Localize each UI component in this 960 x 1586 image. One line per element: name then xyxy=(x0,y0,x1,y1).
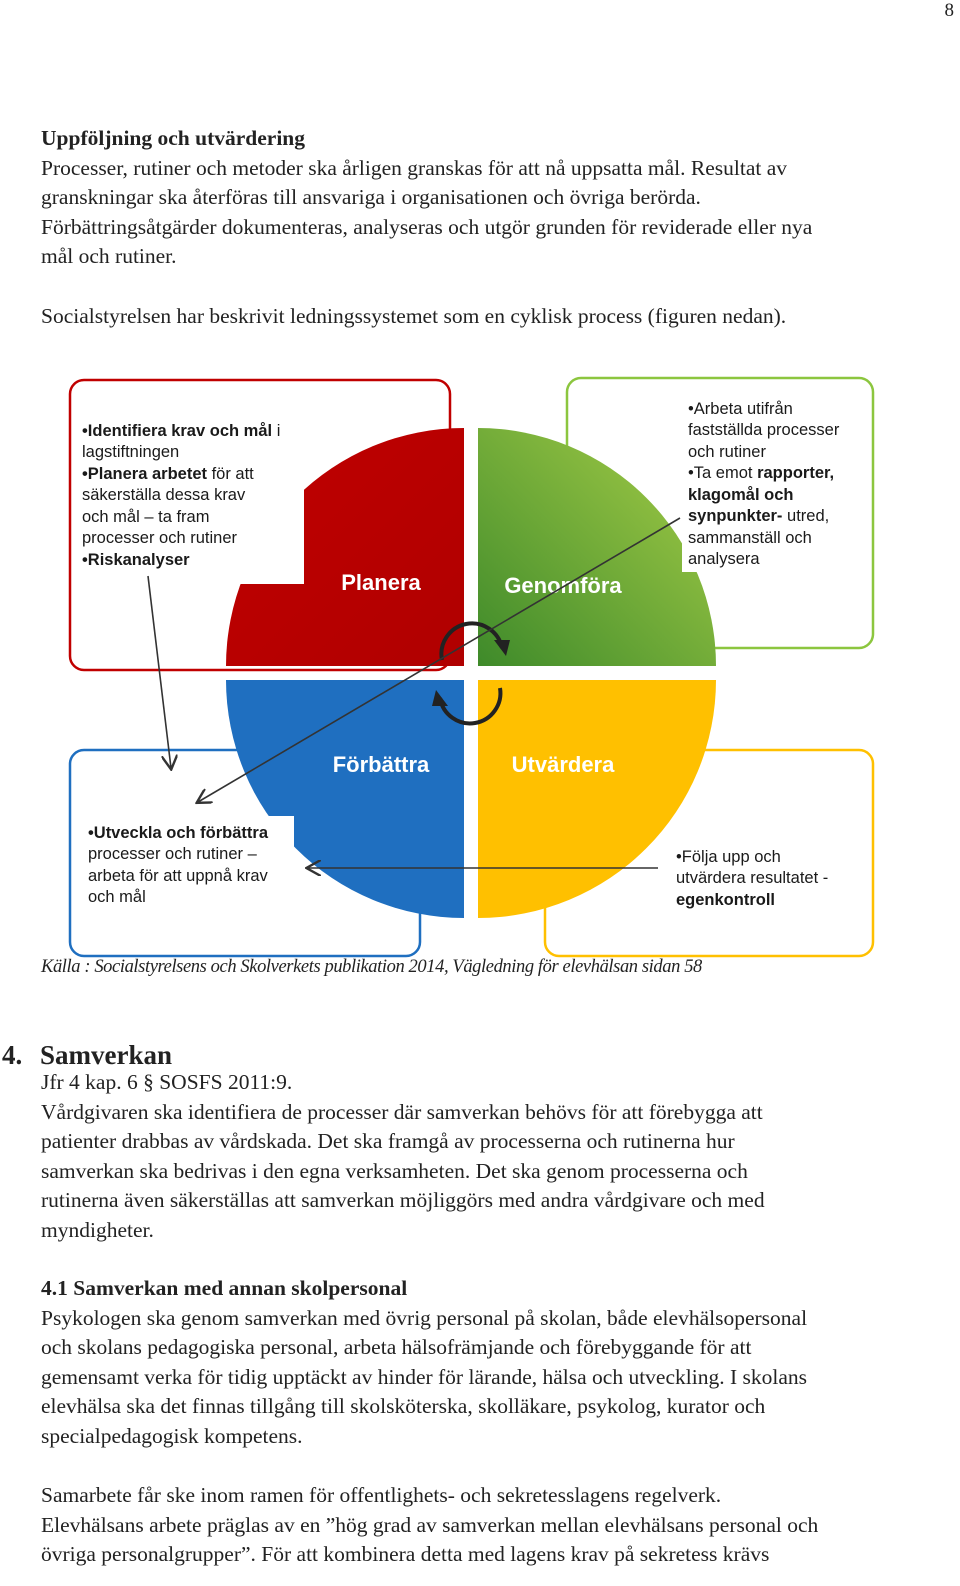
samverkan-line: myndigheter. xyxy=(41,1217,154,1242)
section-title: Samverkan xyxy=(40,1040,173,1070)
section-41-closing: Elevhälsans arbete präglas av en ”hög grad av samverkan mellan elevhälsans personal och xyxy=(41,1512,819,1537)
samverkan-line: samverkan ska bedrivas i den egna verksamheten. Det ska genom processerna och xyxy=(41,1158,748,1183)
box-planera-line: och mål – ta fram xyxy=(82,508,210,526)
samverkan-line: Jfr 4 kap. 6 § SOSFS 2011:9. xyxy=(41,1070,293,1094)
connector-arrow-planera xyxy=(148,576,171,768)
box-genomfora-line: analysera xyxy=(688,550,760,568)
label-utvardera: Utvärdera xyxy=(511,752,615,777)
followup-heading: Uppföljning och utvärdering xyxy=(41,126,306,150)
section-41-line: specialpedagogisk kompetens. xyxy=(41,1423,303,1448)
box-planera-line: processer och rutiner xyxy=(82,529,237,547)
box-planera-line: lagstiftningen xyxy=(82,443,180,461)
quadrant-genomfora xyxy=(478,428,716,666)
box-genomfora-line: •Arbeta utifrån xyxy=(688,400,793,418)
section-41 xyxy=(41,1274,951,1570)
box-genomfora-line: synpunkter- utred, xyxy=(688,507,830,525)
section-41-line: Psykologen ska genom samverkan med övrig personal på skolan, både elevhälsopersonal xyxy=(41,1305,808,1330)
followup-section xyxy=(41,124,951,331)
box-forbattra-line: arbeta för att uppnå krav xyxy=(88,867,268,885)
box-forbattra-line: processer och rutiner – xyxy=(88,845,257,863)
section-41-closing: Samarbete får ske inom ramen för offentlighets- och sekretesslagens regelverk. xyxy=(41,1483,722,1508)
page-number: 8 xyxy=(944,0,954,21)
label-planera: Planera xyxy=(341,570,421,595)
box-genomfora-line: sammanställ och xyxy=(688,529,812,547)
box-planera-line: •Planera arbetet för att xyxy=(82,465,254,483)
section-41-line: och skolans pedagogiska personal, arbeta hälsofrämjande och förebyggande för att xyxy=(41,1335,752,1360)
samverkan-line: Vårdgivaren ska identifiera de processer där samverkan behövs för att förebygga att xyxy=(41,1099,763,1124)
box-utvardera-line: •Följa upp och xyxy=(676,848,781,866)
followup-line: mål och rutiner. xyxy=(41,244,177,269)
box-genomfora-line: fastställda processer xyxy=(688,421,840,439)
section-41-line: elevhälsa ska det finnas tillgång till skolsköterska, skolläkare, psykolog, kurator och xyxy=(41,1394,766,1419)
box-utvardera-line: utvärdera resultatet - xyxy=(676,869,829,887)
box-planera-line: säkerställa dessa krav xyxy=(82,486,246,504)
followup-intro: Socialstyrelsen har beskrivit ledningssystemet som en cyklisk process (figuren nedan). xyxy=(41,303,787,328)
box-planera-line: •Identifiera krav och mål i xyxy=(82,422,281,440)
followup-line: Processer, rutiner och metoder ska årligen granskas för att nå uppsatta mål. Resultat av xyxy=(41,155,788,180)
followup-line: Förbättringsåtgärder dokumenteras, analyseras och utgör grunden för reviderade eller nya xyxy=(41,214,813,239)
box-genomfora-line: klagomål och xyxy=(688,486,794,504)
box-genomfora-line: •Ta emot rapporter, xyxy=(688,464,835,482)
figure-caption: Källa : Socialstyrelsens och Skolverkets publikation 2014, Vägledning för elevhälsan sidan 58 xyxy=(41,957,702,977)
section-41-line: gemensamt verka för tidig upptäckt av hinder för lärande, hälsa och utveckling. I skolans xyxy=(41,1364,807,1389)
followup-line: granskningar ska återföras till ansvariga i organisationen och övriga berörda. xyxy=(41,185,701,210)
box-planera-line: •Riskanalyser xyxy=(82,551,190,569)
box-genomfora-line: och rutiner xyxy=(688,443,766,461)
box-forbattra-line: •Utveckla och förbättra xyxy=(88,824,268,842)
samverkan-line: patienter drabbas av vårdskada. Det ska framgå av processerna och rutinerna hur xyxy=(41,1129,735,1154)
box-utvardera-line: egenkontroll xyxy=(676,891,776,909)
section-number: 4. xyxy=(2,1040,23,1070)
samverkan-line: rutinerna även säkerställas att samverkan möjliggörs med andra vårdgivare och med xyxy=(41,1188,765,1213)
section-41-closing: övriga personalgrupper”. För att kombinera detta med lagens krav på sekretess krävs xyxy=(41,1542,770,1567)
section-41-heading: 4.1 Samverkan med annan skolpersonal xyxy=(41,1276,408,1300)
section-heading-samverkan xyxy=(2,1040,172,1071)
box-forbattra-line: och mål xyxy=(88,888,146,906)
label-forbattra: Förbättra xyxy=(332,752,430,777)
label-genomfora: Genomföra xyxy=(504,573,622,598)
cycle-diagram xyxy=(60,372,890,962)
samverkan-body xyxy=(41,1068,951,1246)
